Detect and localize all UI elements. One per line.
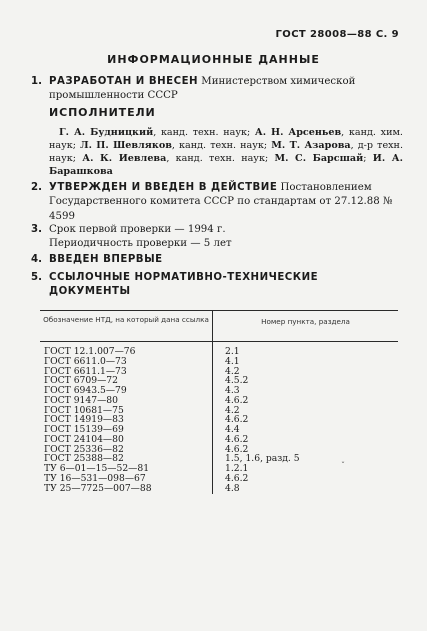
table-cell-document: ГОСТ 15139—69: [44, 424, 124, 435]
item-2: [31, 181, 403, 224]
table-header: [40, 311, 398, 341]
performer-name: М. С. Барсшай: [274, 153, 364, 164]
section-title: ИНФОРМАЦИОННЫЕ ДАННЫЕ: [107, 53, 320, 66]
table-cell-clause: 4.3: [225, 385, 240, 396]
performer-title: , канд. техн. наук;: [171, 140, 272, 151]
table-cell-clause: 4.1: [225, 355, 240, 367]
performers-list: [49, 126, 403, 178]
item-lead: ВВЕДЕН ВПЕРВЫЕ: [49, 254, 163, 265]
table-cell-document: ГОСТ 6611.1—73: [44, 365, 127, 377]
table-cell-clause: 4.6.2: [225, 433, 249, 445]
performer-title: , канд. хим. наук;: [49, 127, 403, 151]
performer-title: , канд. техн. наук;: [153, 127, 255, 138]
item-1: [31, 75, 403, 104]
table-cell-document: ГОСТ 24104—80: [44, 433, 124, 445]
column-header-clause: Номер пункта, раздела: [212, 311, 398, 341]
item-lead: ССЫЛОЧНЫЕ НОРМАТИВНО-ТЕХНИЧЕСКИЕ ДОКУМЕНТЫ: [49, 272, 319, 298]
table-cell-document: ГОСТ 6943.5—79: [44, 385, 127, 396]
table-cell-document: ГОСТ 6709—72: [44, 375, 118, 387]
performer-name: М. Т. Азарова: [271, 140, 351, 151]
performer-title: , канд. техн. наук;: [166, 153, 275, 164]
table-cell-document: ГОСТ 25336—82: [44, 443, 124, 455]
item-line: Периодичность проверки — 5 лет: [49, 238, 232, 250]
table-cell-document: ГОСТ 12.1.007—76: [44, 346, 136, 357]
clause-column: [212, 342, 398, 494]
performers-heading: ИСПОЛНИТЕЛИ: [49, 106, 156, 119]
table-cell-clause: 4.6.2: [225, 394, 249, 406]
table-cell-document: ТУ 6—01—15—52—81: [44, 463, 150, 474]
item-lead: УТВЕРЖДЕН И ВВЕДЕН В ДЕЙСТВИЕ: [49, 182, 278, 193]
table-cell-clause: 4.6.2: [225, 414, 249, 426]
item-number: 1.: [31, 76, 42, 87]
table-cell-document: ГОСТ 10681—75: [44, 404, 124, 416]
scan-mark: ˇ: [341, 461, 345, 470]
table-cell-document: ТУ 16—531—098—67: [44, 472, 146, 484]
item-5: [31, 271, 403, 300]
performer-title: ;: [363, 153, 373, 164]
table-cell-document: ГОСТ 9147—80: [44, 394, 118, 406]
table-cell-clause: 4.8: [225, 482, 240, 494]
table-body: [40, 342, 398, 494]
table-cell-clause: 1.2.1: [225, 463, 249, 474]
table-cell-clause: 4.2: [225, 365, 240, 377]
performer-name: Г. А. Будницкий: [59, 127, 154, 138]
performer-name: А. К. Иевлева: [82, 153, 167, 164]
item-3: [31, 223, 403, 252]
performer-name: Л. П. Шевляков: [80, 140, 172, 151]
table-cell-clause: 4.6.2: [225, 443, 249, 455]
table-cell-clause: 4.6.2: [225, 472, 249, 484]
table-cell-document: ГОСТ 6611.0—73: [44, 355, 127, 367]
table-cell-clause: 2.1: [225, 346, 240, 357]
column-header-document: Обозначение НТД, на который дана ссылка: [43, 315, 209, 324]
item-line: Срок первой проверки — 1994 г.: [49, 224, 226, 235]
document-column: [40, 342, 212, 494]
item-number: 2.: [31, 182, 42, 193]
page-header: ГОСТ 28008—88 С. 9: [275, 29, 399, 40]
table-cell-document: ГОСТ 25388—82: [44, 453, 124, 465]
performer-title: , д-р техн. наук;: [49, 140, 404, 164]
item-number: 4.: [31, 254, 42, 265]
table-cell-clause: 1.5, 1.6, разд. 5: [225, 453, 300, 465]
table-cell-document: ТУ 25—7725—007—88: [44, 482, 152, 494]
item-text: Министерством химической промышленности СССР: [49, 76, 356, 102]
table-cell-clause: 4.4: [225, 424, 240, 435]
table-cell-clause: 4.5.2: [225, 375, 249, 387]
table-cell-document: ГОСТ 14919—83: [44, 414, 124, 426]
item-lead: РАЗРАБОТАН И ВНЕСЕН: [49, 76, 199, 87]
item-4: [31, 253, 403, 267]
item-number: 5.: [31, 272, 42, 283]
item-number: 3.: [31, 224, 42, 235]
performer-name: А. Н. Арсеньев: [254, 127, 342, 138]
table-cell-clause: 4.2: [225, 404, 240, 416]
performer-name: И. А. Барашкова: [49, 153, 403, 177]
item-text: Постановлением Государственного комитета СССР по стандартам от 27.12.88 № 4599: [49, 182, 393, 222]
